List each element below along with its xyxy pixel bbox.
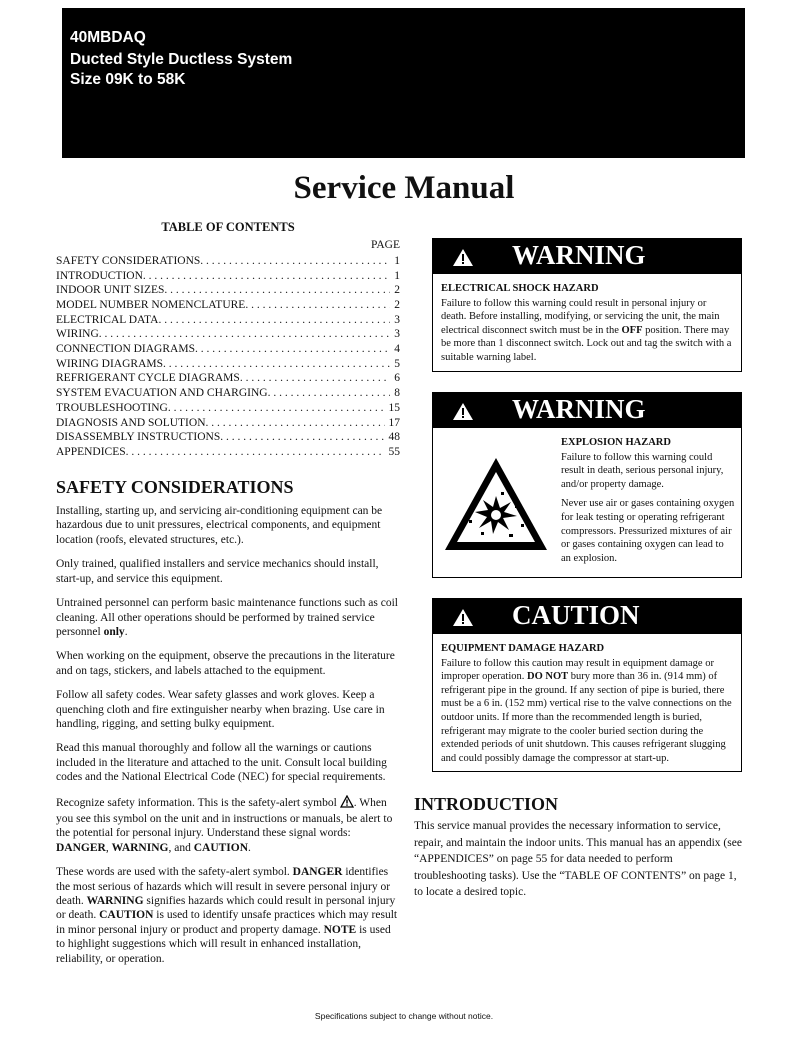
toc-entry-label: DIAGNOSIS AND SOLUTION — [56, 416, 206, 429]
toc-entry[interactable] — [56, 430, 400, 445]
equipment-caution — [432, 598, 742, 772]
toc-entry-page: 6 — [394, 372, 400, 385]
safety-paragraph: When working on the equipment, observe the precautions in the literature and on tags, stickers, and labels attached to the equipment. — [56, 650, 395, 677]
toc-entry-label: WIRING DIAGRAMS — [56, 357, 164, 370]
safety-paragraph: These words are used with the safety-alert symbol. DANGER identifies the most serious of hazards which will result in severe personal injury or death. WARNING signifies hazards which could result in personal injury or death. CAUTION is used to identify unsafe practices which may result in minor personal injury or product and property damage. NOTE is used to highlight suggestions which will result in enhanced installation, reliability, or operation. — [56, 866, 398, 965]
toc-page-label: PAGE — [371, 239, 400, 252]
toc-entry-label: INTRODUCTION — [56, 269, 143, 282]
toc-entry-label: CONNECTION DIAGRAMS — [56, 343, 195, 356]
toc-entry-page: 8 — [394, 387, 400, 400]
toc-leader-dots — [268, 386, 391, 401]
toc-entry[interactable] — [56, 386, 400, 401]
toc-leader-dots — [163, 357, 390, 372]
toc-entry-label: APPENDICES — [56, 445, 126, 458]
electrical-warning — [432, 238, 742, 372]
warning-triangle-icon — [452, 402, 474, 421]
toc-entry-label: MODEL NUMBER NOMENCLATURE — [56, 298, 246, 311]
safety-heading: SAFETY CONSIDERATIONS — [56, 476, 294, 497]
hazard-heading: ELECTRICAL SHOCK HAZARD — [441, 283, 599, 294]
warning-label: WARNING — [512, 240, 646, 270]
toc-entry-page: 4 — [394, 343, 400, 356]
toc-entry-label: ELECTRICAL DATA — [56, 313, 159, 326]
caution-box — [432, 634, 742, 772]
hazard-text: Failure to follow this warning could result in personal injury or death. Before installing, modifying, or servicing the unit, the main electrical disconnect switch must be in the OFF position. There may be more than 1 disconnect switch. Lock out and tag the switch with a suitable warning label. — [441, 297, 732, 363]
toc-leader-dots — [99, 327, 390, 342]
toc-entry-label: WIRING — [56, 328, 99, 341]
toc-entry-label: DISASSEMBLY INSTRUCTIONS — [56, 431, 221, 444]
toc-entry-page: 55 — [388, 445, 400, 458]
toc-entry-label: REFRIGERANT CYCLE DIAGRAMS — [56, 372, 240, 385]
toc-entry-page: 15 — [388, 401, 400, 414]
toc-leader-dots — [158, 313, 390, 328]
product-name: Ducted Style Ductless System — [70, 51, 293, 68]
safety-paragraph: Read this manual thoroughly and follow all the warnings or cautions included in the literature and attached to the unit. Consult local building codes and the National Electrical Code (NEC) for special requirements. — [56, 742, 387, 784]
toc-entry[interactable] — [56, 283, 400, 298]
toc-entry-page: 5 — [394, 357, 400, 370]
footer-note: Specifications subject to change without notice. — [314, 1011, 494, 1021]
toc-entry[interactable] — [56, 269, 400, 284]
toc-entry-page: 2 — [394, 284, 400, 297]
toc-leader-dots — [126, 445, 385, 460]
toc-entry-page: 3 — [394, 313, 400, 326]
hazard-text: EXPLOSION HAZARD Failure to follow this warning could result in death, serious personal injury, and/or property damage. Never use air or gases containing oxygen for leak testing or operating refrigerant compressors. Pressurized mixtures of air or gases containing oxygen can lead to an explosion. — [561, 437, 735, 564]
safety-paragraph: Installing, starting up, and servicing air-conditioning equipment can be hazardous due to unit pressures, electrical components, and equipment location (roofs, elevated structures, etc.). — [56, 505, 383, 546]
toc-entry-page: 1 — [394, 254, 400, 267]
toc-leader-dots — [220, 430, 384, 445]
toc-entry[interactable] — [56, 313, 400, 328]
toc-entry[interactable] — [56, 298, 400, 313]
toc-entry-label: INDOOR UNIT SIZES — [56, 284, 165, 297]
toc-entry[interactable] — [56, 416, 400, 431]
explosion-icon — [441, 436, 561, 571]
toc-entry-label: SAFETY CONSIDERATIONS — [56, 254, 201, 267]
toc-entry[interactable] — [56, 371, 400, 386]
toc-entry[interactable] — [56, 342, 400, 357]
toc-entry-page: 1 — [394, 269, 400, 282]
header-band — [62, 8, 745, 158]
hazard-text: Failure to follow this caution may result in equipment damage or improper operation. DO NOT bury more than 36 in. (914 mm) of refrigerant pipe in the ground. If any section of pipe is buried, there must be a 6 in. (152 mm) vertical rise to the valve connections on the outdoor units. If more than the recommended length is buried, refrigerant may migrate to the cooler buried section during the extended periods of unit shutdown. This causes refrigerant slugging and could possibly damage the compressor at start-up. — [441, 657, 732, 764]
warning-triangle-icon — [452, 608, 474, 627]
left-column — [56, 220, 400, 976]
toc-leader-dots — [206, 416, 385, 431]
model-number: 40MBDAQ — [70, 29, 146, 46]
toc-entry-label: TROUBLESHOOTING — [56, 401, 168, 414]
toc-entry[interactable] — [56, 357, 400, 372]
toc-leader-dots — [195, 342, 390, 357]
warning-triangle-icon — [452, 248, 474, 267]
toc-entry[interactable] — [56, 327, 400, 342]
warning-box — [432, 274, 742, 372]
safety-alert-icon — [340, 795, 354, 812]
table-of-contents — [56, 254, 400, 460]
toc-leader-dots — [168, 401, 385, 416]
intro-heading: INTRODUCTION — [414, 794, 559, 814]
toc-leader-dots — [200, 254, 390, 269]
intro-text: This service manual provides the necessary information to service, repair, and maintain the indoor units. This manual has an appendix (see “APPENDICES” on page 55 for data needed to perform troubleshooting tasks). Use the “TABLE OF CONTENTS” on page 1, to locate a desired topic. — [414, 820, 742, 899]
toc-entry[interactable] — [56, 401, 400, 416]
toc-leader-dots — [143, 269, 390, 284]
caution-label: CAUTION — [512, 600, 640, 630]
hazard-heading: EXPLOSION HAZARD — [561, 437, 671, 448]
document-title: Service Manual — [293, 170, 515, 206]
safety-paragraph: Recognize safety information. This is the safety-alert symbol . When you see this symbol on the unit and in instructions or manuals, be alert to the potential for personal injury. Understand these signal words: DANGER, WARNING, and CAUTION. — [56, 796, 393, 854]
toc-entry-label: SYSTEM EVACUATION AND CHARGING — [56, 387, 268, 400]
toc-entry-page: 2 — [394, 298, 400, 311]
toc-entry-page: 3 — [394, 328, 400, 341]
explosion-warning — [432, 392, 742, 578]
toc-title: TABLE OF CONTENTS — [161, 220, 295, 234]
toc-leader-dots — [240, 371, 390, 386]
warning-banner — [432, 392, 742, 428]
safety-paragraph: Untrained personnel can perform basic maintenance functions such as coil cleaning. All other operations should be performed by trained service personnel only. — [56, 597, 399, 638]
size-range: Size 09K to 58K — [70, 71, 186, 88]
hazard-heading: EQUIPMENT DAMAGE HAZARD — [441, 643, 605, 654]
toc-leader-dots — [245, 298, 390, 313]
safety-paragraph: Only trained, qualified installers and service mechanics should install, start-up, and service this equipment. — [56, 558, 379, 585]
toc-entry[interactable] — [56, 445, 400, 460]
warning-banner — [432, 238, 742, 274]
toc-leader-dots — [164, 283, 390, 298]
toc-entry[interactable] — [56, 254, 400, 269]
safety-paragraph: Follow all safety codes. Wear safety glasses and work gloves. Keep a quenching cloth and fire extinguisher nearby when brazing. Use care in handling, rigging, and setting bulky equipment. — [56, 689, 385, 730]
toc-entry-page: 48 — [388, 431, 400, 444]
caution-banner — [432, 598, 742, 634]
introduction-section — [414, 796, 744, 900]
warning-box — [432, 428, 742, 578]
warning-label: WARNING — [512, 394, 646, 424]
toc-entry-page: 17 — [388, 416, 400, 429]
